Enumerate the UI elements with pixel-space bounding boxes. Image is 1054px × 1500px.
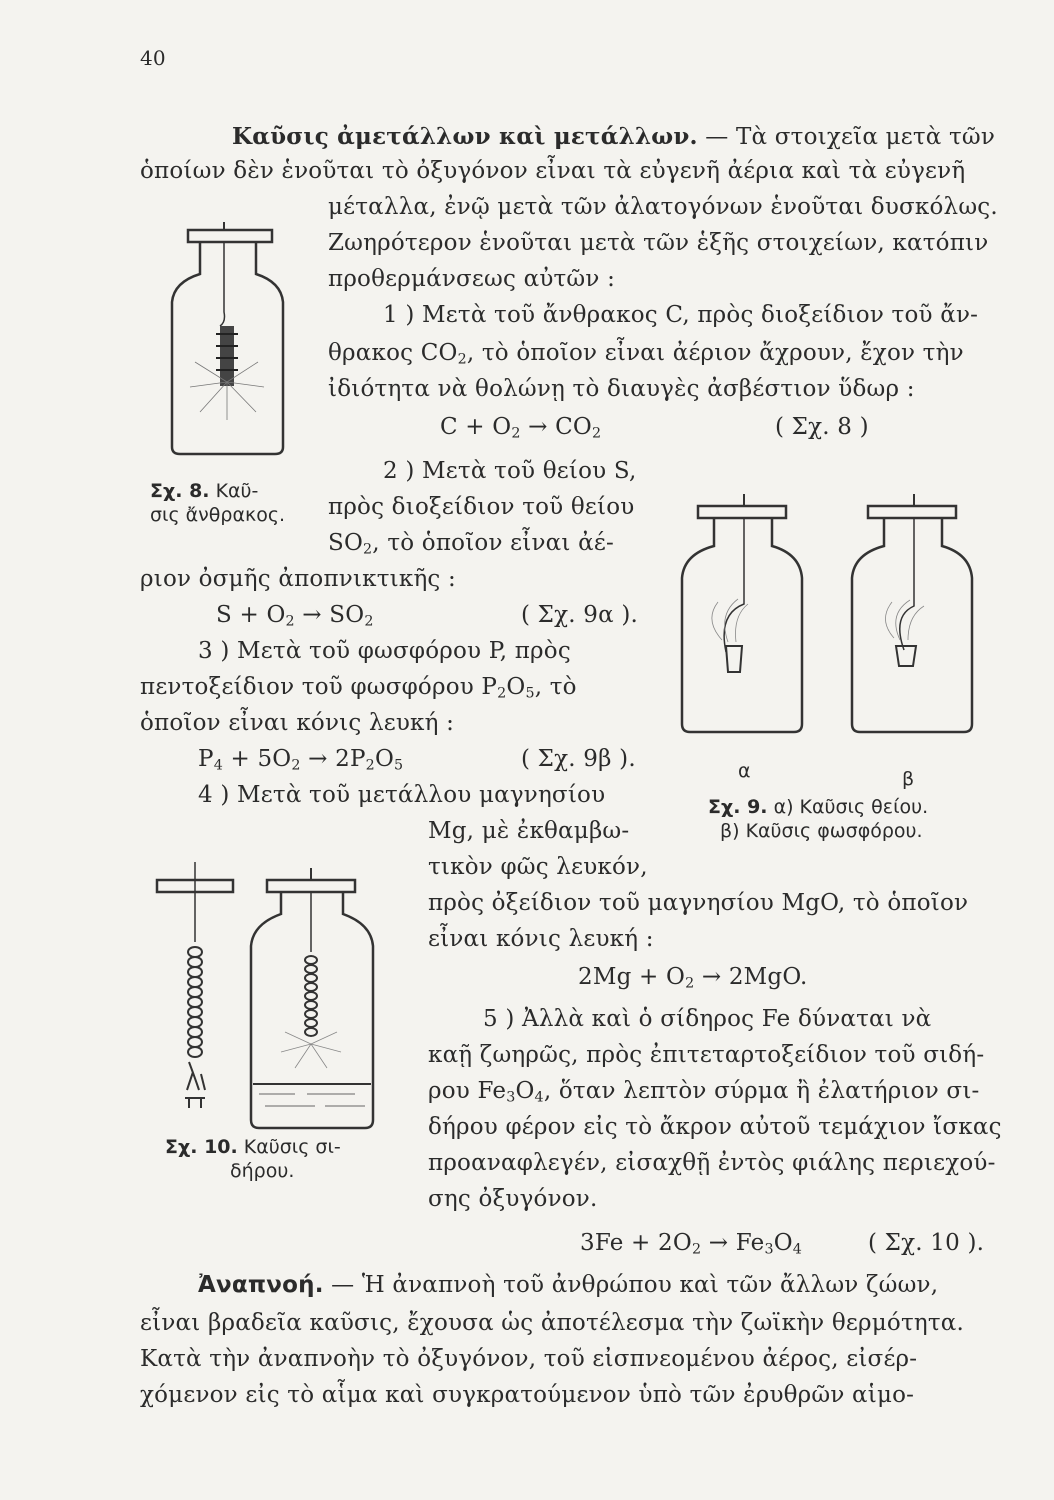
eq-c-sub1: 2 [511,425,521,442]
fig9-label: Σχ. 9. [708,796,768,818]
eq-mg-a: 2Mg + O [578,964,686,990]
item1-line-2b: , τὸ ὁποῖον εἶναι ἀέριον ἄχρουν, ἔχον τὴν [466,340,964,366]
equation-iron-ref: ( Σχ. 10 ). [868,1230,985,1256]
figure-8-caption [150,480,285,528]
eq-p-sub4: 5 [394,757,404,774]
fig8-text-1: Καῦ- [215,480,259,502]
intro-line-5: προθερμάνσεως αὐτῶν : [328,266,616,292]
jar-beta [852,494,972,732]
respiration-heading: Ἀναπνοή. [198,1272,324,1298]
fig9-alpha-label: α [738,760,751,782]
item3-line-3: ὁποῖον εἶναι κόνις λευκή : [140,710,455,736]
fig9-text-2: β) Καῦσις φωσφόρου. [720,819,923,842]
figure-8-carbon-jar [160,222,295,462]
eq-p-sub2: 2 [291,757,301,774]
page-number: 40 [140,46,166,70]
item5-line-1: 5 ) Ἀλλὰ καὶ ὁ σίδηρος Fe δύναται νὰ [483,1006,932,1032]
eq-fe-sub3: 4 [792,1241,803,1258]
figure-10-caption [165,1136,341,1184]
fig9-text-1: α) Καῦσις θείου. [773,796,929,818]
item4-line-2: Mg, μὲ ἐκθαμβω- [428,818,630,844]
item3-line-1: 3 ) Μετὰ τοῦ φωσφόρου P, πρὸς [198,638,571,664]
item3-line-2b: O [506,674,526,700]
item2-line-3 [328,532,614,557]
item2-line-2: πρὸς διοξείδιον τοῦ θείου [328,494,635,520]
item2-sub: 2 [363,541,373,558]
heading-rest: — Τὰ στοιχεῖα μετὰ τῶν [705,124,996,150]
equation-carbon [440,416,601,441]
fig8-text-2: σις ἄνθρακος. [150,503,286,526]
item5-line-2: καῇ ζωηρῶς, πρὸς ἐπιτεταρτοξείδιον τοῦ σιδή- [428,1042,985,1068]
item2-line-4: ριον ὀσμῆς ἀποπνικτικῆς : [140,566,456,592]
item1-line-3: ἰδιότητα νὰ θολώνῃ τὸ διαυγὲς ἀσβέστιον ὕδωρ : [328,376,915,402]
item5-line-3 [428,1080,980,1105]
eq-c-sub2: 2 [592,425,602,442]
item2-line-3b: , τὸ ὁποῖον εἶναι ἀέ- [372,530,614,556]
fig10-text-1: Καῦσις σι- [243,1136,341,1158]
item3-sub2: 5 [525,685,535,702]
item4-line-5: εἶναι κόνις λευκή : [428,926,654,952]
item5-line-6: σης ὀξυγόνον. [428,1186,598,1212]
figure-10-iron [155,862,385,1132]
eq-mg-sub: 2 [685,975,695,992]
iron-jar [251,868,373,1128]
item2-line-1: 2 ) Μετὰ τοῦ θείου S, [383,458,637,484]
item3-line-2a: πεντοξείδιον τοῦ φωσφόρου P [140,674,498,700]
eq-s-sub2: 2 [364,613,374,630]
item1-line-2 [328,342,964,367]
fig10-text-2: δήρου. [230,1159,295,1182]
item5-line-4: δήρου φέρον εἰς τὸ ἄκρον αὐτοῦ τεμάχιον ἴσκας [428,1114,1002,1140]
eq-fe-c: O [773,1230,793,1256]
eq-c-b: → CO [520,414,592,440]
figure-9-jars [678,494,978,744]
item5-line-3c: , ὅταν λεπτὸν σύρμα ἢ ἐλατήριον σι- [543,1078,980,1104]
section-heading: Καῦσις ἀμετάλλων καὶ μετάλλων. [232,123,698,150]
fig9-beta-label: β [902,768,915,790]
item5-sub1: 3 [506,1089,516,1106]
equation-carbon-ref: ( Σχ. 8 ) [775,414,869,440]
eq-c-a: C + O [440,414,512,440]
item3-line-2c: , τὸ [534,674,577,700]
eq-fe-sub1: 2 [691,1241,702,1258]
eq-fe-b: → Fe [701,1230,765,1256]
eq-s-b: → SO [294,602,365,628]
eq-p-a: P [198,746,214,772]
respiration-line-3: Κατὰ τὴν ἀναπνοὴν τὸ ὀξυγόνον, τοῦ εἰσπνεομένου ἀέρος, εἰσέρ- [140,1346,918,1372]
figure-9-caption [708,796,928,844]
eq-mg-b: → 2MgO. [694,964,808,990]
item4-line-4: πρὸς ὀξείδιον τοῦ μαγνησίου MgO, τὸ ὁποῖον [428,890,969,916]
respiration-line-2: εἶναι βραδεῖα καῦσις, ἔχουσα ὡς ἀποτέλεσμα τὴν ζωϊκὴν θερμότητα. [140,1310,965,1336]
respiration-line-4: χόμενον εἰς τὸ αἷμα καὶ συγκρατούμενον ὑπὸ τῶν ἐρυθρῶν αἱμο- [140,1382,915,1408]
section-heading-line [232,125,995,149]
equation-iron [580,1232,802,1257]
equation-magnesium [578,966,808,991]
eq-p-c: → 2P [300,746,366,772]
eq-p-sub1: 4 [213,757,223,774]
item5-line-3a: ρου Fe [428,1078,507,1104]
jar-alpha [682,494,802,732]
item1-line-2a: θρακος CO [328,340,458,366]
respiration-line-1-text: — Ἡ ἀναπνοὴ τοῦ ἀνθρώπου καὶ τῶν ἄλλων ζώων, [331,1272,939,1298]
equation-phosphorus [198,748,403,773]
equation-phosphorus-ref: ( Σχ. 9β ). [521,746,636,772]
eq-s-a: S + O [216,602,286,628]
item3-sub1: 2 [497,685,507,702]
iron-spring [157,862,233,1108]
item4-line-3: τικὸν φῶς λευκόν, [428,854,648,880]
eq-p-b: + 5O [222,746,292,772]
eq-p-d: O [374,746,394,772]
eq-fe-sub2: 3 [764,1241,774,1258]
intro-line-3: μέταλλα, ἐνῷ μετὰ τῶν ἀλατογόνων ἑνοῦται δυσκόλως. [328,194,998,220]
intro-line-2: ὁποίων δὲν ἑνοῦται τὸ ὀξυγόνον εἶναι τὰ εὐγενῆ ἀέρια καὶ τὰ εὐγενῆ [140,158,966,184]
equation-sulfur [216,604,374,629]
eq-p-sub3: 2 [365,757,375,774]
item2-line-3a: SO [328,530,364,556]
intro-line-4: Ζωηρότερον ἑνοῦται μετὰ τῶν ἑξῆς στοιχείων, κατόπιν [328,230,989,256]
item4-line-1: 4 ) Μετὰ τοῦ μετάλλου μαγνησίου [198,782,606,808]
eq-fe-a: 3Fe + 2O [580,1230,692,1256]
fig8-label: Σχ. 8. [150,480,210,502]
fig10-label: Σχ. 10. [165,1136,238,1158]
item1-sub: 2 [457,351,467,368]
item5-line-5: προαναφλεγέν, εἰσαχθῇ ἐντὸς φιάλης περιεχού- [428,1150,996,1176]
item5-line-3b: O [515,1078,535,1104]
item1-line-1: 1 ) Μετὰ τοῦ ἄνθρακος C, πρὸς διοξείδιον τοῦ ἄν- [383,302,979,328]
respiration-line-1 [198,1274,938,1297]
equation-sulfur-ref: ( Σχ. 9α ). [521,602,639,628]
item3-line-2 [140,676,577,701]
eq-s-sub1: 2 [285,613,295,630]
item5-sub2: 4 [534,1089,544,1106]
